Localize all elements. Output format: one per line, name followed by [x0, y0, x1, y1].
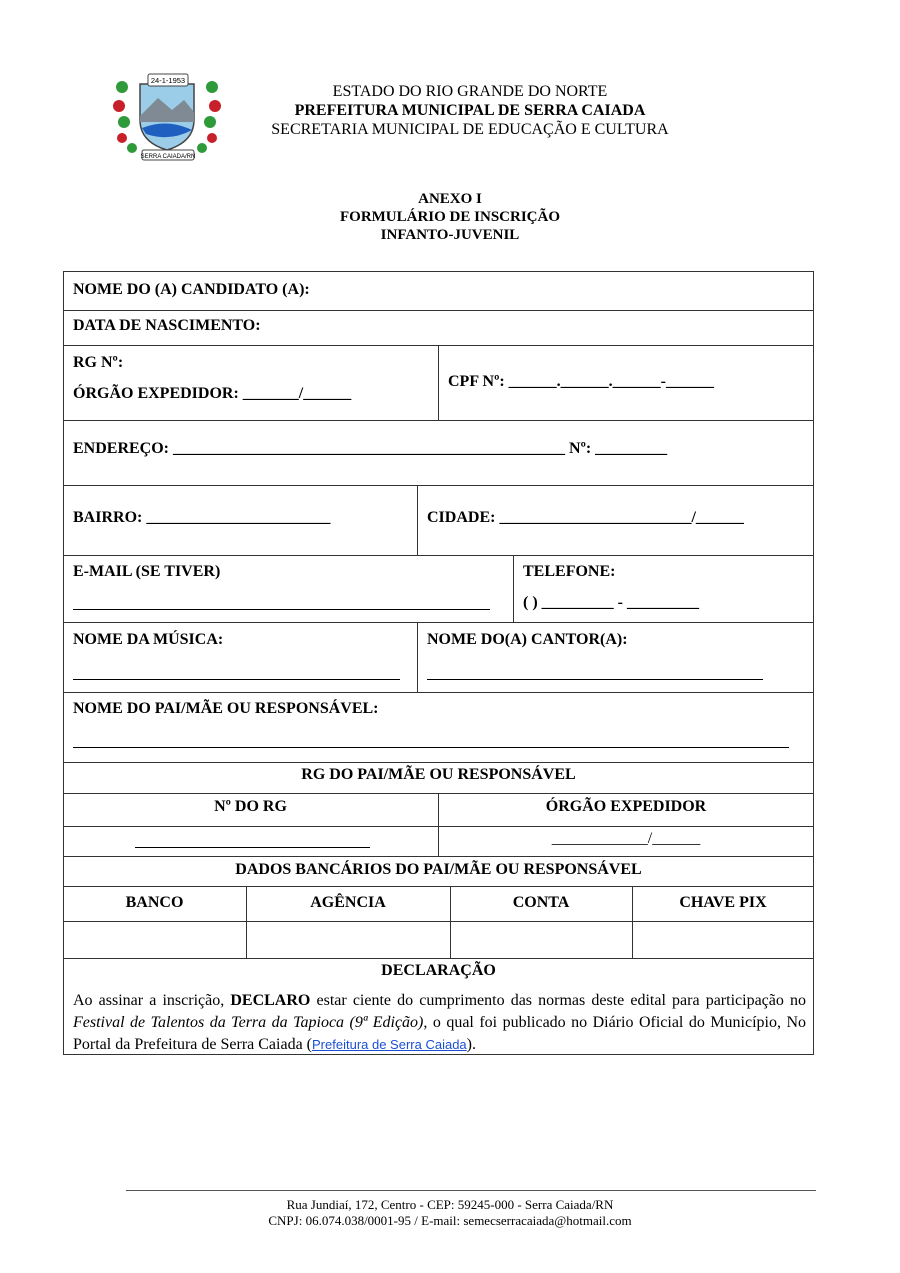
- header-state: ESTADO DO RIO GRANDE DO NORTE: [332, 83, 608, 100]
- song-name-field: NOME DA MÚSICA:: [73, 631, 224, 648]
- logo-city: SERRA CAIADA/RN: [140, 154, 196, 160]
- guardian-name-field: NOME DO PAI/MÃE OU RESPONSÁVEL:: [73, 700, 379, 717]
- prefecture-link[interactable]: Prefeitura de Serra Caiada: [312, 1037, 467, 1052]
- form-title: FORMULÁRIO DE INSCRIÇÃO: [339, 209, 560, 225]
- account-column: CONTA: [512, 894, 570, 911]
- footer-address: Rua Jundiaí, 172, Centro - CEP: 59245-000 - Serra Caiada/RN: [286, 1197, 614, 1212]
- bank-data-heading: DADOS BANCÁRIOS DO PAI/MÃE OU RESPONSÁVEL: [235, 861, 642, 878]
- song-blank-line: [73, 679, 400, 680]
- email-field: E-MAIL (SE TIVER): [73, 563, 221, 580]
- municipal-coat-of-arms-icon: [112, 72, 222, 162]
- address-field: ENDEREÇO: _________________________________________________ Nº: _________: [73, 440, 668, 457]
- email-blank-line: [73, 609, 490, 610]
- form-subtitle: INFANTO-JUVENIL: [380, 227, 520, 243]
- rg-number-column: Nº DO RG: [214, 798, 287, 815]
- rg-number-blank-line: [135, 847, 370, 848]
- cpf-field: CPF Nº: ______.______.______-______: [448, 373, 714, 390]
- birth-date-field: DATA DE NASCIMENTO:: [73, 317, 261, 334]
- footer-contact: CNPJ: 06.074.038/0001-95 / E-mail: semecserracaiada@hotmail.com: [268, 1213, 632, 1228]
- header-secretariat: SECRETARIA MUNICIPAL DE EDUCAÇÃO E CULTURA: [271, 121, 669, 138]
- pix-key-column: CHAVE PIX: [679, 894, 767, 911]
- agency-column: AGÊNCIA: [310, 894, 386, 911]
- leaf-branch-right: [197, 81, 221, 153]
- logo-date: 24-1-1953: [150, 76, 186, 85]
- neighborhood-field: BAIRRO: _______________________: [73, 509, 331, 526]
- guardian-rg-heading: RG DO PAI/MÃE OU RESPONSÁVEL: [301, 766, 576, 783]
- footer-divider: [126, 1190, 816, 1191]
- phone-field: TELEFONE:: [523, 563, 616, 580]
- singer-name-field: NOME DO(A) CANTOR(A):: [427, 631, 628, 648]
- rg-issuer-blank: ____________/______: [551, 830, 701, 847]
- rg-issuer-column: ÓRGÃO EXPEDIDOR: [545, 798, 707, 815]
- leaf-branch-left: [113, 81, 137, 153]
- candidate-name-field: NOME DO (A) CANDIDATO (A):: [73, 281, 310, 298]
- annex-title: ANEXO I: [418, 191, 482, 207]
- singer-blank-line: [427, 679, 763, 680]
- phone-blank: ( ) _________ - _________: [523, 594, 699, 611]
- bank-column: BANCO: [125, 894, 184, 911]
- declaration-text: Ao assinar a inscrição, DECLARO estar ciente do cumprimento das normas deste edital para participação no Festival de Talentos da Terra da Tapioca (9ª Edição), o qual foi publicado no Diário Oficial do Município, No Portal da Prefeitura de Serra Caiada (Prefeitura de Serra Caiada).: [73, 992, 806, 1053]
- declaration-heading: DECLARAÇÃO: [381, 962, 496, 979]
- guardian-blank-line: [73, 747, 789, 748]
- issuer-field: ÓRGÃO EXPEDIDOR: _______/______: [73, 385, 352, 402]
- header-prefecture: PREFEITURA MUNICIPAL DE SERRA CAIADA: [294, 102, 646, 119]
- rg-field: RG Nº:: [73, 354, 124, 371]
- city-field: CIDADE: ________________________/______: [427, 509, 744, 526]
